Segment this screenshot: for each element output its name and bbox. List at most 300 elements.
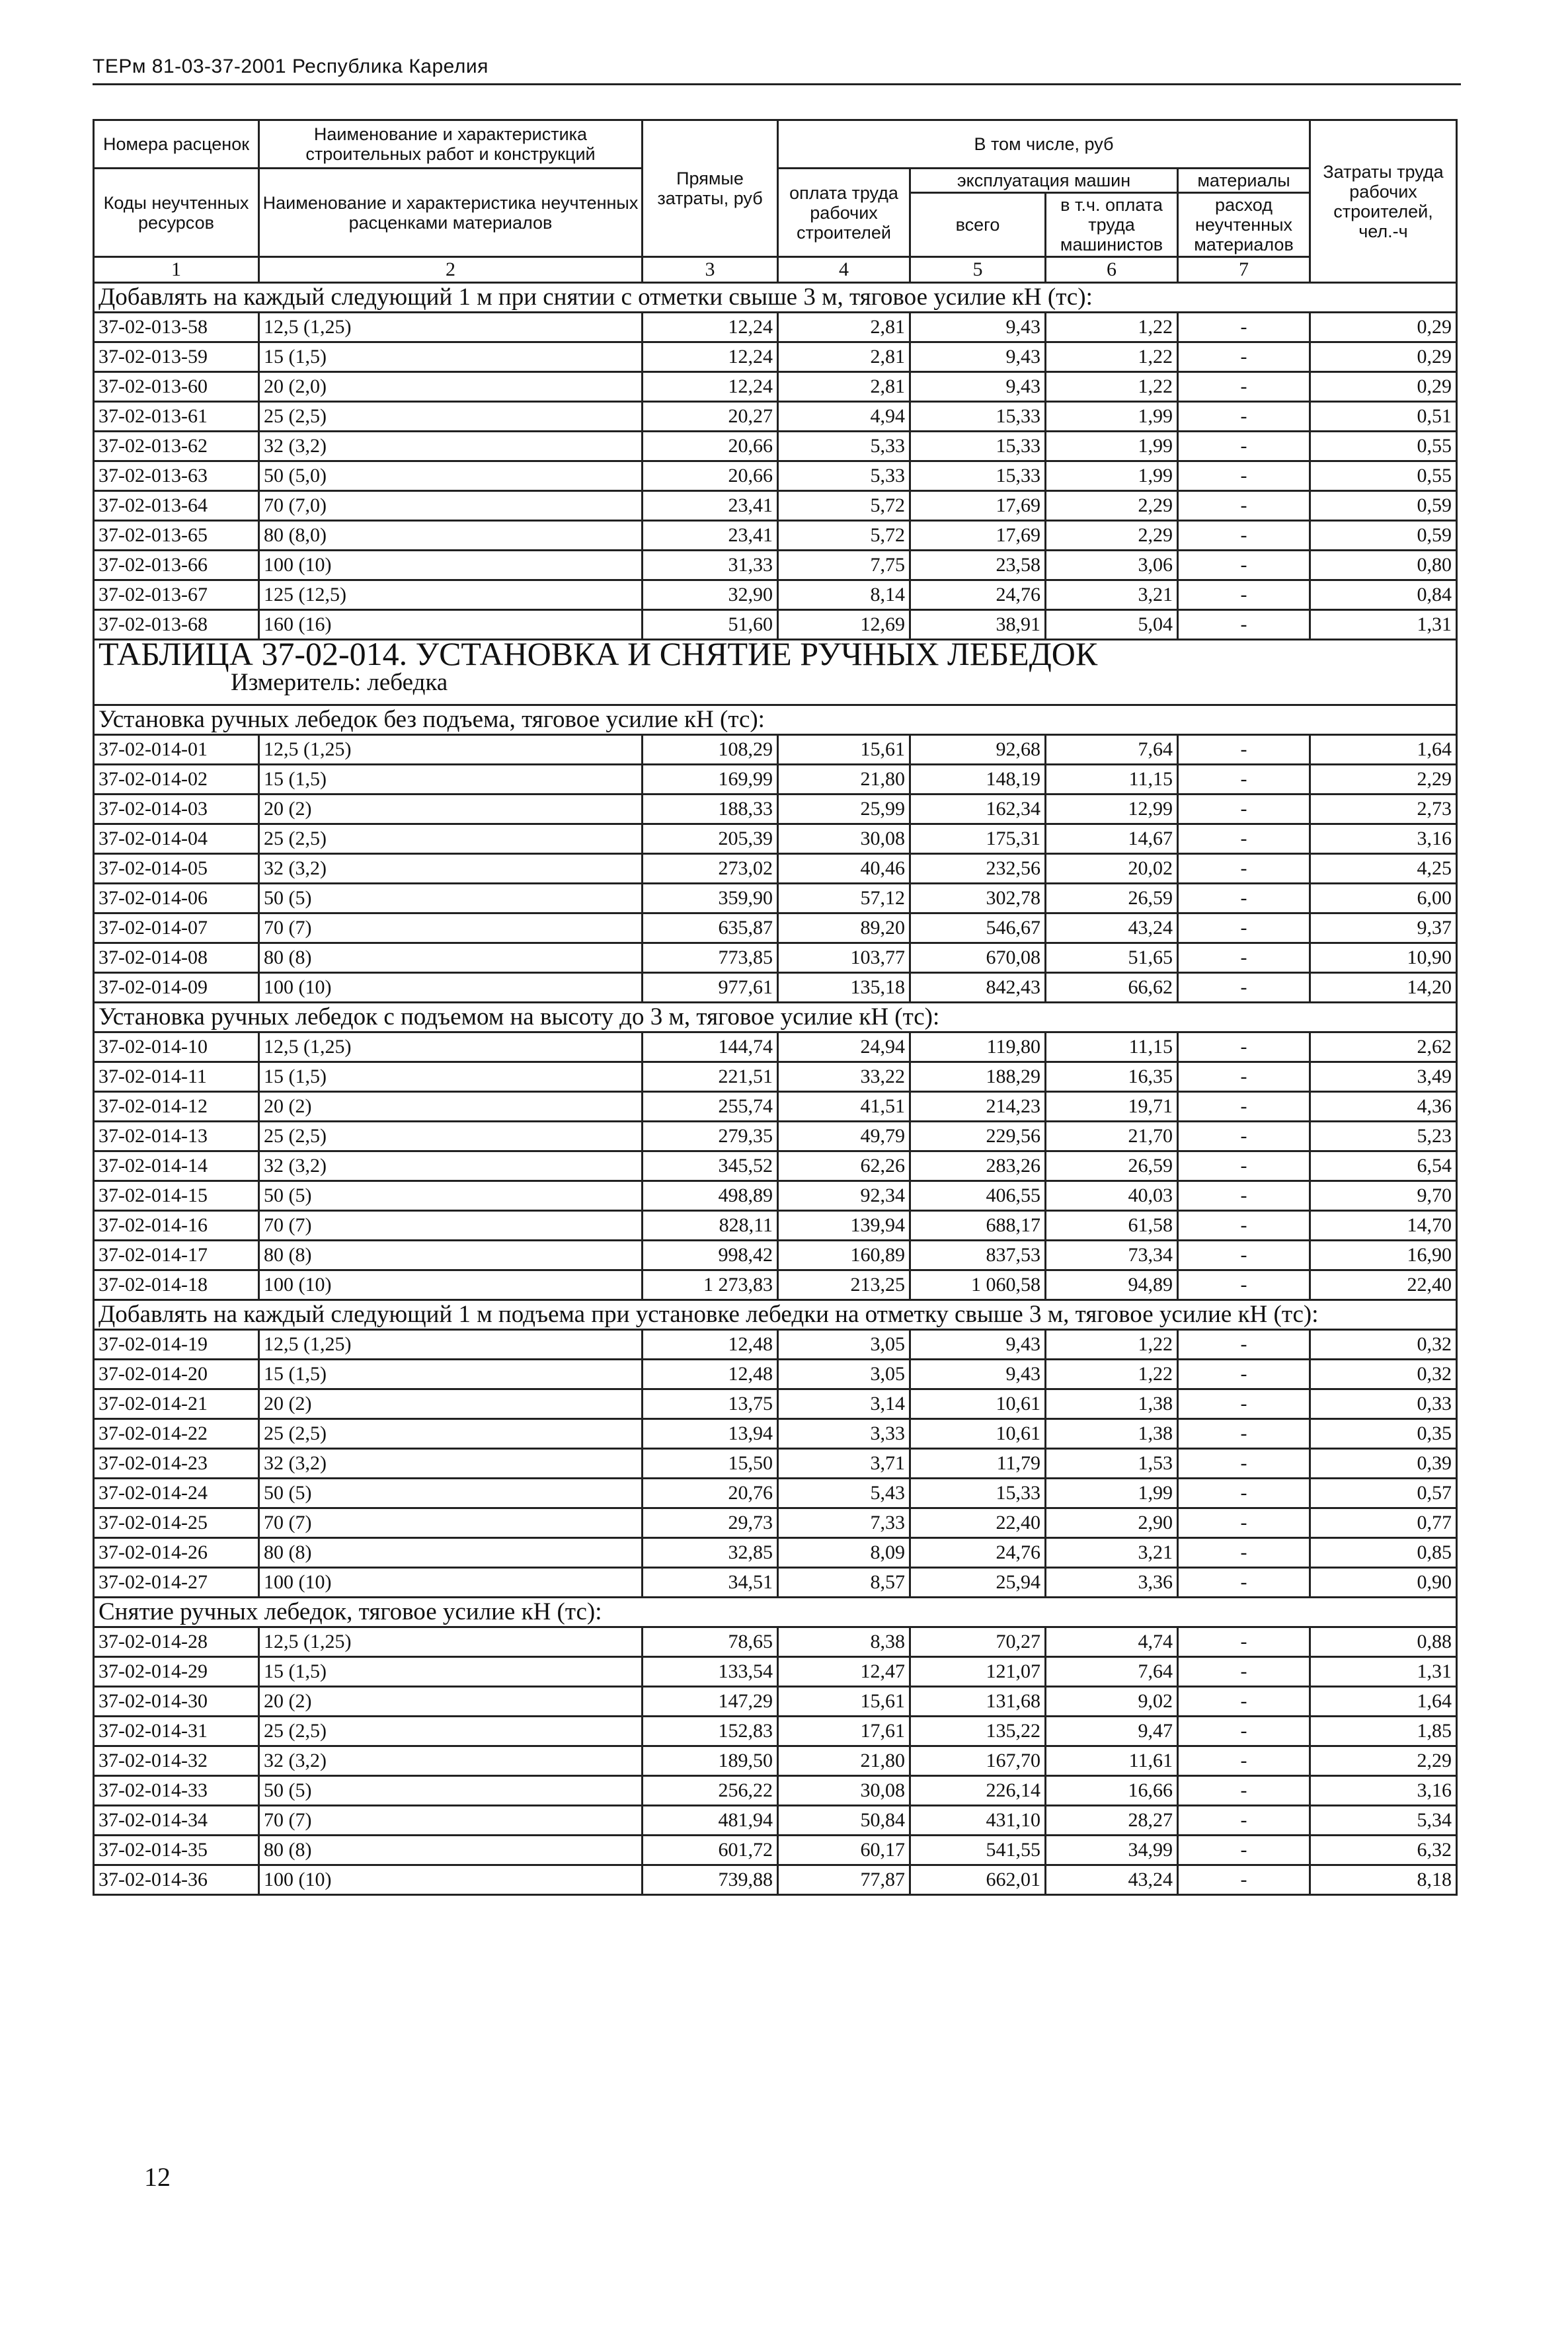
direct-costs-cell: 144,74	[643, 1032, 778, 1062]
table-row	[94, 521, 1457, 551]
labor-costs-cell: 0,29	[1310, 342, 1457, 372]
operator-wages-cell: 73,34	[1046, 1241, 1178, 1270]
machines-total-cell: 1 060,58	[910, 1270, 1046, 1300]
material-consumption-cell: -	[1178, 432, 1310, 461]
labor-costs-cell: 0,35	[1310, 1419, 1457, 1449]
rate-code-cell: 37-02-014-23	[94, 1449, 259, 1479]
worker-wages-cell: 17,61	[778, 1717, 910, 1746]
rate-code-cell: 37-02-014-25	[94, 1508, 259, 1538]
machines-total-cell: 546,67	[910, 913, 1046, 943]
direct-costs-cell: 20,27	[643, 402, 778, 432]
direct-costs-cell: 20,66	[643, 461, 778, 491]
material-consumption-cell: -	[1178, 1419, 1310, 1449]
worker-wages-cell: 24,94	[778, 1032, 910, 1062]
table-body	[94, 283, 1457, 1895]
table-row	[94, 1330, 1457, 1360]
operator-wages-cell: 51,65	[1046, 943, 1178, 973]
rate-code-cell: 37-02-014-14	[94, 1151, 259, 1181]
header-resource-codes: Коды неучтенных ресурсов	[94, 169, 259, 257]
table-row	[94, 1360, 1457, 1389]
machines-total-cell: 148,19	[910, 765, 1046, 795]
machines-total-cell: 229,56	[910, 1122, 1046, 1151]
worker-wages-cell: 3,05	[778, 1360, 910, 1389]
table-row	[94, 1806, 1457, 1836]
machines-total-cell: 25,94	[910, 1568, 1046, 1598]
rate-code-cell: 37-02-014-36	[94, 1865, 259, 1895]
rate-code-cell: 37-02-013-62	[94, 432, 259, 461]
labor-costs-cell: 6,00	[1310, 884, 1457, 913]
table-row	[94, 824, 1457, 854]
work-parameter-cell: 80 (8)	[259, 1241, 643, 1270]
labor-costs-cell: 1,31	[1310, 610, 1457, 640]
table-row	[94, 1181, 1457, 1211]
labor-costs-cell: 2,62	[1310, 1032, 1457, 1062]
rate-code-cell: 37-02-014-13	[94, 1122, 259, 1151]
rate-code-cell: 37-02-014-32	[94, 1746, 259, 1776]
column-number: 7	[1178, 257, 1310, 283]
machines-total-cell: 9,43	[910, 313, 1046, 342]
machines-total-cell: 15,33	[910, 461, 1046, 491]
material-consumption-cell: -	[1178, 1122, 1310, 1151]
operator-wages-cell: 12,99	[1046, 795, 1178, 824]
table-row	[94, 1241, 1457, 1270]
operator-wages-cell: 4,74	[1046, 1627, 1178, 1657]
worker-wages-cell: 7,75	[778, 551, 910, 580]
labor-costs-cell: 5,34	[1310, 1806, 1457, 1836]
operator-wages-cell: 43,24	[1046, 1865, 1178, 1895]
material-consumption-cell: -	[1178, 735, 1310, 765]
table-title-row	[94, 640, 1457, 705]
direct-costs-cell: 23,41	[643, 491, 778, 521]
rate-code-cell: 37-02-013-64	[94, 491, 259, 521]
material-consumption-cell: -	[1178, 1717, 1310, 1746]
labor-costs-cell: 0,51	[1310, 402, 1457, 432]
material-consumption-cell: -	[1178, 1508, 1310, 1538]
direct-costs-cell: 1 273,83	[643, 1270, 778, 1300]
work-parameter-cell: 70 (7)	[259, 913, 643, 943]
table-header	[94, 120, 1457, 283]
material-consumption-cell: -	[1178, 1360, 1310, 1389]
machines-total-cell: 837,53	[910, 1241, 1046, 1270]
rate-code-cell: 37-02-014-29	[94, 1657, 259, 1687]
worker-wages-cell: 89,20	[778, 913, 910, 943]
labor-costs-cell: 22,40	[1310, 1270, 1457, 1300]
direct-costs-cell: 279,35	[643, 1122, 778, 1151]
header-materials: материалы	[1178, 169, 1310, 193]
table-row	[94, 1508, 1457, 1538]
direct-costs-cell: 205,39	[643, 824, 778, 854]
material-consumption-cell: -	[1178, 1389, 1310, 1419]
operator-wages-cell: 19,71	[1046, 1092, 1178, 1122]
operator-wages-cell: 16,66	[1046, 1776, 1178, 1806]
labor-costs-cell: 6,32	[1310, 1836, 1457, 1865]
table-row	[94, 943, 1457, 973]
operator-wages-cell: 1,99	[1046, 432, 1178, 461]
machines-total-cell: 38,91	[910, 610, 1046, 640]
operator-wages-cell: 1,99	[1046, 461, 1178, 491]
worker-wages-cell: 5,33	[778, 432, 910, 461]
worker-wages-cell: 12,69	[778, 610, 910, 640]
material-consumption-cell: -	[1178, 1092, 1310, 1122]
machines-total-cell: 9,43	[910, 1330, 1046, 1360]
work-parameter-cell: 80 (8)	[259, 1538, 643, 1568]
labor-costs-cell: 0,88	[1310, 1627, 1457, 1657]
direct-costs-cell: 498,89	[643, 1181, 778, 1211]
rate-code-cell: 37-02-014-24	[94, 1479, 259, 1508]
work-parameter-cell: 125 (12,5)	[259, 580, 643, 610]
material-consumption-cell: -	[1178, 1627, 1310, 1657]
labor-costs-cell: 1,64	[1310, 735, 1457, 765]
table-row	[94, 1657, 1457, 1687]
material-consumption-cell: -	[1178, 461, 1310, 491]
operator-wages-cell: 14,67	[1046, 824, 1178, 854]
header-including: В том числе, руб	[778, 120, 1310, 169]
operator-wages-cell: 1,22	[1046, 313, 1178, 342]
column-number: 1	[94, 257, 259, 283]
rate-code-cell: 37-02-014-12	[94, 1092, 259, 1122]
rate-code-cell: 37-02-014-35	[94, 1836, 259, 1865]
work-parameter-cell: 100 (10)	[259, 1568, 643, 1598]
material-consumption-cell: -	[1178, 913, 1310, 943]
material-consumption-cell: -	[1178, 1032, 1310, 1062]
machines-total-cell: 162,34	[910, 795, 1046, 824]
worker-wages-cell: 139,94	[778, 1211, 910, 1241]
rate-code-cell: 37-02-014-06	[94, 884, 259, 913]
table-row	[94, 1717, 1457, 1746]
machines-total-cell: 9,43	[910, 1360, 1046, 1389]
material-consumption-cell: -	[1178, 313, 1310, 342]
machines-total-cell: 15,33	[910, 432, 1046, 461]
worker-wages-cell: 15,61	[778, 1687, 910, 1717]
worker-wages-cell: 60,17	[778, 1836, 910, 1865]
table-row	[94, 795, 1457, 824]
section-heading: Установка ручных лебедок без подъема, тяговое усилие кН (тс):	[94, 705, 1457, 735]
worker-wages-cell: 21,80	[778, 765, 910, 795]
labor-costs-cell: 10,90	[1310, 943, 1457, 973]
material-consumption-cell: -	[1178, 973, 1310, 1003]
operator-wages-cell: 21,70	[1046, 1122, 1178, 1151]
work-parameter-cell: 70 (7)	[259, 1806, 643, 1836]
header-work-name: Наименование и характеристика строительных работ и конструкций	[259, 120, 643, 169]
rates-table	[93, 119, 1458, 1896]
table-row	[94, 973, 1457, 1003]
table-row	[94, 1627, 1457, 1657]
direct-costs-cell: 12,24	[643, 313, 778, 342]
machines-total-cell: 70,27	[910, 1627, 1046, 1657]
table-row	[94, 1568, 1457, 1598]
work-parameter-cell: 50 (5)	[259, 1479, 643, 1508]
column-numbers-row	[94, 257, 1457, 283]
work-parameter-cell: 80 (8)	[259, 943, 643, 973]
page-number: 12	[144, 2162, 171, 2192]
operator-wages-cell: 11,15	[1046, 765, 1178, 795]
worker-wages-cell: 2,81	[778, 342, 910, 372]
labor-costs-cell: 9,37	[1310, 913, 1457, 943]
rate-code-cell: 37-02-013-60	[94, 372, 259, 402]
operator-wages-cell: 2,29	[1046, 521, 1178, 551]
operator-wages-cell: 1,22	[1046, 1330, 1178, 1360]
work-parameter-cell: 12,5 (1,25)	[259, 1032, 643, 1062]
header-direct-costs: Прямые затраты, руб	[643, 120, 778, 257]
operator-wages-cell: 26,59	[1046, 1151, 1178, 1181]
table-row	[94, 372, 1457, 402]
direct-costs-cell: 12,24	[643, 342, 778, 372]
direct-costs-cell: 51,60	[643, 610, 778, 640]
rate-code-cell: 37-02-013-58	[94, 313, 259, 342]
operator-wages-cell: 1,38	[1046, 1389, 1178, 1419]
table-row	[94, 765, 1457, 795]
machines-total-cell: 406,55	[910, 1181, 1046, 1211]
direct-costs-cell: 23,41	[643, 521, 778, 551]
work-parameter-cell: 20 (2,0)	[259, 372, 643, 402]
operator-wages-cell: 94,89	[1046, 1270, 1178, 1300]
direct-costs-cell: 12,48	[643, 1360, 778, 1389]
worker-wages-cell: 2,81	[778, 313, 910, 342]
table-row	[94, 1122, 1457, 1151]
work-parameter-cell: 100 (10)	[259, 1270, 643, 1300]
column-number: 2	[259, 257, 643, 283]
direct-costs-cell: 255,74	[643, 1092, 778, 1122]
worker-wages-cell: 3,14	[778, 1389, 910, 1419]
work-parameter-cell: 70 (7,0)	[259, 491, 643, 521]
direct-costs-cell: 12,48	[643, 1330, 778, 1360]
labor-costs-cell: 14,70	[1310, 1211, 1457, 1241]
labor-costs-cell: 1,64	[1310, 1687, 1457, 1717]
machines-total-cell: 10,61	[910, 1389, 1046, 1419]
operator-wages-cell: 3,21	[1046, 1538, 1178, 1568]
column-number: 6	[1046, 257, 1178, 283]
labor-costs-cell: 3,49	[1310, 1062, 1457, 1092]
direct-costs-cell: 221,51	[643, 1062, 778, 1092]
rate-code-cell: 37-02-014-21	[94, 1389, 259, 1419]
rate-code-cell: 37-02-013-68	[94, 610, 259, 640]
machines-total-cell: 283,26	[910, 1151, 1046, 1181]
rate-code-cell: 37-02-013-59	[94, 342, 259, 372]
machines-total-cell: 541,55	[910, 1836, 1046, 1865]
machines-total-cell: 24,76	[910, 1538, 1046, 1568]
work-parameter-cell: 100 (10)	[259, 1865, 643, 1895]
operator-wages-cell: 16,35	[1046, 1062, 1178, 1092]
rate-code-cell: 37-02-014-33	[94, 1776, 259, 1806]
table-row	[94, 1687, 1457, 1717]
labor-costs-cell: 0,59	[1310, 491, 1457, 521]
rate-code-cell: 37-02-014-26	[94, 1538, 259, 1568]
rate-code-cell: 37-02-014-08	[94, 943, 259, 973]
work-parameter-cell: 25 (2,5)	[259, 402, 643, 432]
labor-costs-cell: 5,23	[1310, 1122, 1457, 1151]
labor-costs-cell: 0,90	[1310, 1568, 1457, 1598]
material-consumption-cell: -	[1178, 1865, 1310, 1895]
work-parameter-cell: 70 (7)	[259, 1211, 643, 1241]
labor-costs-cell: 0,85	[1310, 1538, 1457, 1568]
material-consumption-cell: -	[1178, 795, 1310, 824]
section-heading-row	[94, 1003, 1457, 1032]
material-consumption-cell: -	[1178, 1568, 1310, 1598]
machines-total-cell: 11,79	[910, 1449, 1046, 1479]
rate-code-cell: 37-02-013-61	[94, 402, 259, 432]
worker-wages-cell: 15,61	[778, 735, 910, 765]
header-material-name: Наименование и характеристика неучтенных расценками материалов	[259, 169, 643, 257]
operator-wages-cell: 26,59	[1046, 884, 1178, 913]
work-parameter-cell: 25 (2,5)	[259, 1122, 643, 1151]
machines-total-cell: 119,80	[910, 1032, 1046, 1062]
labor-costs-cell: 0,55	[1310, 432, 1457, 461]
material-consumption-cell: -	[1178, 1270, 1310, 1300]
table-row	[94, 1746, 1457, 1776]
operator-wages-cell: 2,90	[1046, 1508, 1178, 1538]
measurement-unit: Измеритель: лебедка	[231, 669, 448, 696]
machines-total-cell: 175,31	[910, 824, 1046, 854]
direct-costs-cell: 481,94	[643, 1806, 778, 1836]
machines-total-cell: 188,29	[910, 1062, 1046, 1092]
operator-wages-cell: 1,38	[1046, 1419, 1178, 1449]
table-row	[94, 1151, 1457, 1181]
direct-costs-cell: 601,72	[643, 1836, 778, 1865]
worker-wages-cell: 3,33	[778, 1419, 910, 1449]
machines-total-cell: 24,76	[910, 580, 1046, 610]
worker-wages-cell: 103,77	[778, 943, 910, 973]
worker-wages-cell: 5,72	[778, 521, 910, 551]
worker-wages-cell: 41,51	[778, 1092, 910, 1122]
rate-code-cell: 37-02-013-65	[94, 521, 259, 551]
table-row	[94, 461, 1457, 491]
labor-costs-cell: 0,80	[1310, 551, 1457, 580]
worker-wages-cell: 30,08	[778, 1776, 910, 1806]
work-parameter-cell: 25 (2,5)	[259, 1717, 643, 1746]
labor-costs-cell: 4,25	[1310, 854, 1457, 884]
direct-costs-cell: 188,33	[643, 795, 778, 824]
operator-wages-cell: 9,02	[1046, 1687, 1178, 1717]
labor-costs-cell: 0,32	[1310, 1330, 1457, 1360]
table-row	[94, 551, 1457, 580]
machines-total-cell: 167,70	[910, 1746, 1046, 1776]
material-consumption-cell: -	[1178, 1836, 1310, 1865]
table-row	[94, 1419, 1457, 1449]
rate-code-cell: 37-02-014-01	[94, 735, 259, 765]
material-consumption-cell: -	[1178, 342, 1310, 372]
material-consumption-cell: -	[1178, 884, 1310, 913]
operator-wages-cell: 1,53	[1046, 1449, 1178, 1479]
direct-costs-cell: 152,83	[643, 1717, 778, 1746]
operator-wages-cell: 7,64	[1046, 735, 1178, 765]
material-consumption-cell: -	[1178, 372, 1310, 402]
operator-wages-cell: 11,61	[1046, 1746, 1178, 1776]
table-row	[94, 432, 1457, 461]
machines-total-cell: 131,68	[910, 1687, 1046, 1717]
direct-costs-cell: 133,54	[643, 1657, 778, 1687]
header-machine-operation: эксплуатация машин	[910, 169, 1178, 193]
rate-code-cell: 37-02-014-16	[94, 1211, 259, 1241]
work-parameter-cell: 25 (2,5)	[259, 1419, 643, 1449]
work-parameter-cell: 20 (2)	[259, 1687, 643, 1717]
table-row	[94, 1776, 1457, 1806]
work-parameter-cell: 15 (1,5)	[259, 765, 643, 795]
material-consumption-cell: -	[1178, 402, 1310, 432]
work-parameter-cell: 32 (3,2)	[259, 432, 643, 461]
table-row	[94, 313, 1457, 342]
column-number: 5	[910, 257, 1046, 283]
header-material-consumption: расход неучтенных материалов	[1178, 193, 1310, 257]
machines-total-cell: 10,61	[910, 1419, 1046, 1449]
operator-wages-cell: 28,27	[1046, 1806, 1178, 1836]
labor-costs-cell: 2,29	[1310, 765, 1457, 795]
running-header: ТЕРм 81-03-37-2001 Республика Карелия	[93, 56, 1461, 85]
machines-total-cell: 17,69	[910, 491, 1046, 521]
operator-wages-cell: 11,15	[1046, 1032, 1178, 1062]
material-consumption-cell: -	[1178, 854, 1310, 884]
direct-costs-cell: 34,51	[643, 1568, 778, 1598]
labor-costs-cell: 6,54	[1310, 1151, 1457, 1181]
work-parameter-cell: 100 (10)	[259, 973, 643, 1003]
machines-total-cell: 302,78	[910, 884, 1046, 913]
operator-wages-cell: 1,22	[1046, 342, 1178, 372]
column-number: 4	[778, 257, 910, 283]
operator-wages-cell: 7,64	[1046, 1657, 1178, 1687]
work-parameter-cell: 50 (5,0)	[259, 461, 643, 491]
table-row	[94, 1211, 1457, 1241]
header-worker-wages: оплата труда рабочих строителей	[778, 169, 910, 257]
work-parameter-cell: 15 (1,5)	[259, 1360, 643, 1389]
operator-wages-cell: 20,02	[1046, 854, 1178, 884]
material-consumption-cell: -	[1178, 1211, 1310, 1241]
machines-total-cell: 15,33	[910, 1479, 1046, 1508]
worker-wages-cell: 8,09	[778, 1538, 910, 1568]
work-parameter-cell: 80 (8,0)	[259, 521, 643, 551]
table-row	[94, 1389, 1457, 1419]
table-row	[94, 610, 1457, 640]
worker-wages-cell: 12,47	[778, 1657, 910, 1687]
operator-wages-cell: 1,22	[1046, 1360, 1178, 1389]
material-consumption-cell: -	[1178, 1449, 1310, 1479]
work-parameter-cell: 160 (16)	[259, 610, 643, 640]
rate-code-cell: 37-02-014-10	[94, 1032, 259, 1062]
table-title: ТАБЛИЦА 37-02-014. УСТАНОВКА И СНЯТИЕ РУЧНЫХ ЛЕБЕДОК	[98, 639, 1098, 672]
worker-wages-cell: 30,08	[778, 824, 910, 854]
work-parameter-cell: 32 (3,2)	[259, 1746, 643, 1776]
operator-wages-cell: 3,36	[1046, 1568, 1178, 1598]
direct-costs-cell: 12,24	[643, 372, 778, 402]
material-consumption-cell: -	[1178, 610, 1310, 640]
direct-costs-cell: 20,76	[643, 1479, 778, 1508]
labor-costs-cell: 3,16	[1310, 824, 1457, 854]
section-heading: Снятие ручных лебедок, тяговое усилие кН (тс):	[94, 1598, 1457, 1627]
work-parameter-cell: 50 (5)	[259, 884, 643, 913]
labor-costs-cell: 0,84	[1310, 580, 1457, 610]
worker-wages-cell: 25,99	[778, 795, 910, 824]
direct-costs-cell: 773,85	[643, 943, 778, 973]
rate-code-cell: 37-02-014-20	[94, 1360, 259, 1389]
worker-wages-cell: 7,33	[778, 1508, 910, 1538]
direct-costs-cell: 13,75	[643, 1389, 778, 1419]
machines-total-cell: 842,43	[910, 973, 1046, 1003]
material-consumption-cell: -	[1178, 580, 1310, 610]
work-parameter-cell: 20 (2)	[259, 795, 643, 824]
labor-costs-cell: 4,36	[1310, 1092, 1457, 1122]
labor-costs-cell: 1,85	[1310, 1717, 1457, 1746]
direct-costs-cell: 828,11	[643, 1211, 778, 1241]
material-consumption-cell: -	[1178, 765, 1310, 795]
labor-costs-cell: 2,29	[1310, 1746, 1457, 1776]
machines-total-cell: 9,43	[910, 342, 1046, 372]
material-consumption-cell: -	[1178, 521, 1310, 551]
worker-wages-cell: 160,89	[778, 1241, 910, 1270]
operator-wages-cell: 1,22	[1046, 372, 1178, 402]
worker-wages-cell: 5,33	[778, 461, 910, 491]
worker-wages-cell: 135,18	[778, 973, 910, 1003]
material-consumption-cell: -	[1178, 1687, 1310, 1717]
direct-costs-cell: 998,42	[643, 1241, 778, 1270]
rate-code-cell: 37-02-014-07	[94, 913, 259, 943]
